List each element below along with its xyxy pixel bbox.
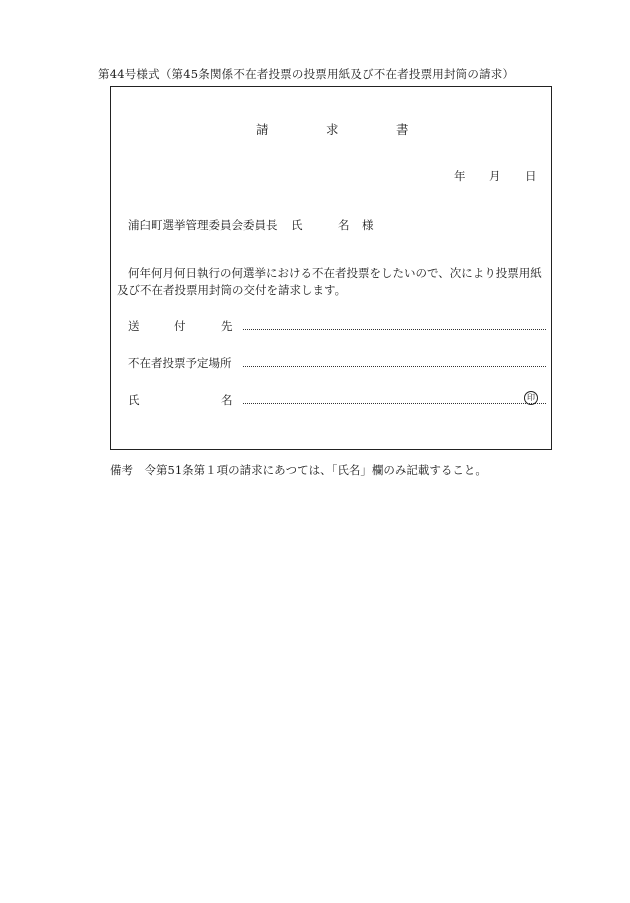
- addressee-org: 浦臼町選挙管理委員会委員長: [128, 218, 278, 232]
- name-label-char-1: 氏: [128, 393, 140, 407]
- sofusaki-label-char-1: 送: [128, 319, 140, 333]
- seal-mark: 印: [524, 391, 538, 405]
- date-year: 年: [454, 169, 466, 183]
- title-char-2: 求: [326, 122, 339, 137]
- place-label: 不在者投票予定場所: [128, 356, 232, 370]
- place-field[interactable]: [243, 366, 546, 367]
- sofusaki-field[interactable]: [243, 329, 546, 330]
- sofusaki-label-char-2: 付: [174, 319, 186, 333]
- name-label-char-2: 名: [221, 393, 233, 407]
- form-header: 第44号様式（第45条関係不在者投票の投票用紙及び不在者投票用封筒の請求）: [98, 67, 515, 81]
- body-text-line-1: 何年何月何日執行の何選挙における不在者投票をしたいので、次により投票用紙: [128, 266, 542, 280]
- addressee-sama: 様: [362, 218, 374, 232]
- title-char-3: 書: [396, 122, 409, 137]
- name-field[interactable]: [243, 403, 546, 404]
- date-day: 日: [525, 169, 537, 183]
- date-month: 月: [489, 169, 501, 183]
- sofusaki-label-char-3: 先: [221, 319, 233, 333]
- addressee-shi: 氏: [291, 218, 303, 232]
- addressee-mei: 名: [338, 218, 350, 232]
- title-char-1: 請: [256, 122, 269, 137]
- body-text-line-2: 及び不在者投票用封筒の交付を請求します。: [117, 283, 347, 297]
- remark-note: 備考 令第51条第１項の請求にあつては、「氏名」欄のみ記載すること。: [110, 463, 487, 477]
